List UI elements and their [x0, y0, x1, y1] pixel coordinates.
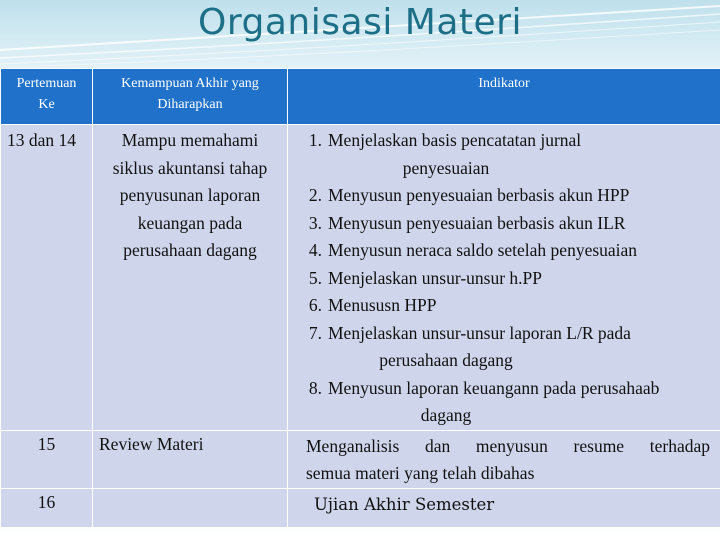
list-item	[288, 182, 714, 210]
materials-table	[0, 68, 720, 528]
header-ability-line: Diharapkan	[157, 97, 223, 112]
list-text: Menjelaskan unsur-unsur h.PP	[328, 267, 543, 288]
ability-cell-empty	[93, 488, 288, 527]
exam-indicator: Ujian Akhir Semester	[314, 494, 495, 514]
list-item	[288, 375, 714, 430]
table-row	[1, 488, 720, 527]
meeting-cell: 16	[1, 488, 93, 527]
header-indicator: Indikator	[288, 69, 720, 125]
ability-cell	[93, 430, 288, 488]
list-number: 2.	[308, 185, 322, 205]
ability-cell	[93, 125, 288, 431]
ability-line: keuangan pada	[137, 212, 243, 233]
table-row	[1, 430, 720, 488]
list-text: Menjelaskan basis pencatatan jurnal	[328, 130, 582, 150]
indicator-line: semua materi yang telah dibahas	[306, 463, 535, 483]
list-item	[288, 127, 714, 182]
list-number: 3.	[308, 212, 322, 233]
indicator-line: Menganalisis dan menyusun resume terhadap	[306, 435, 710, 456]
list-text: Menyusun laporan keuangann pada perusahaab	[328, 377, 660, 398]
indicator-cell	[288, 125, 720, 431]
list-text-continued: penyesuaian	[402, 157, 490, 178]
header-meeting-line: Pertemuan	[16, 76, 77, 91]
list-text: Menyusun penyesuaian berbasis akun ILR	[328, 212, 626, 233]
indicator-cell	[288, 430, 720, 488]
header-ability-line: Kemampuan Akhir yang	[121, 76, 259, 91]
title-band	[0, 0, 720, 68]
list-item	[288, 265, 714, 293]
meeting-cell: 15	[1, 430, 93, 488]
list-text: Menjelaskan unsur-unsur laporan L/R pada	[328, 322, 631, 343]
meeting-cell: 13 dan 14	[1, 125, 93, 431]
ability-line: siklus akuntansi tahap	[112, 157, 268, 178]
list-number: 1.	[308, 130, 322, 150]
list-text: Menususn HPP	[328, 295, 437, 315]
list-number: 6.	[308, 295, 322, 315]
list-text: Menyusun neraca saldo setelah penyesuaian	[328, 240, 638, 260]
list-item	[288, 210, 714, 238]
header-meeting-line: Ke	[38, 97, 55, 112]
list-number: 4.	[308, 240, 322, 260]
list-number: 7.	[308, 322, 322, 343]
list-item	[288, 320, 714, 375]
table-row	[1, 125, 720, 431]
table-header-row	[1, 69, 720, 125]
header-meeting	[1, 69, 93, 125]
indicator-list	[288, 125, 720, 430]
ability-line: Mampu memahami	[121, 130, 259, 150]
header-ability	[93, 69, 288, 125]
ability-line: Review Materi	[99, 433, 204, 454]
ability-line: perusahaan dagang	[123, 240, 257, 260]
list-text-continued: perusahaan dagang	[379, 350, 513, 370]
list-number: 8.	[308, 377, 322, 398]
materials-table-container	[0, 68, 720, 540]
list-item	[288, 292, 714, 320]
review-indicator	[288, 431, 720, 488]
page-title: Organisasi Materi	[198, 2, 522, 43]
indicator-cell	[288, 488, 720, 527]
list-text: Menyusun penyesuaian berbasis akun HPP	[328, 185, 630, 205]
list-text-continued: dagang	[420, 405, 472, 425]
ability-line: penyusunan laporan	[119, 185, 261, 205]
list-number: 5.	[308, 267, 322, 288]
list-item	[288, 237, 714, 265]
